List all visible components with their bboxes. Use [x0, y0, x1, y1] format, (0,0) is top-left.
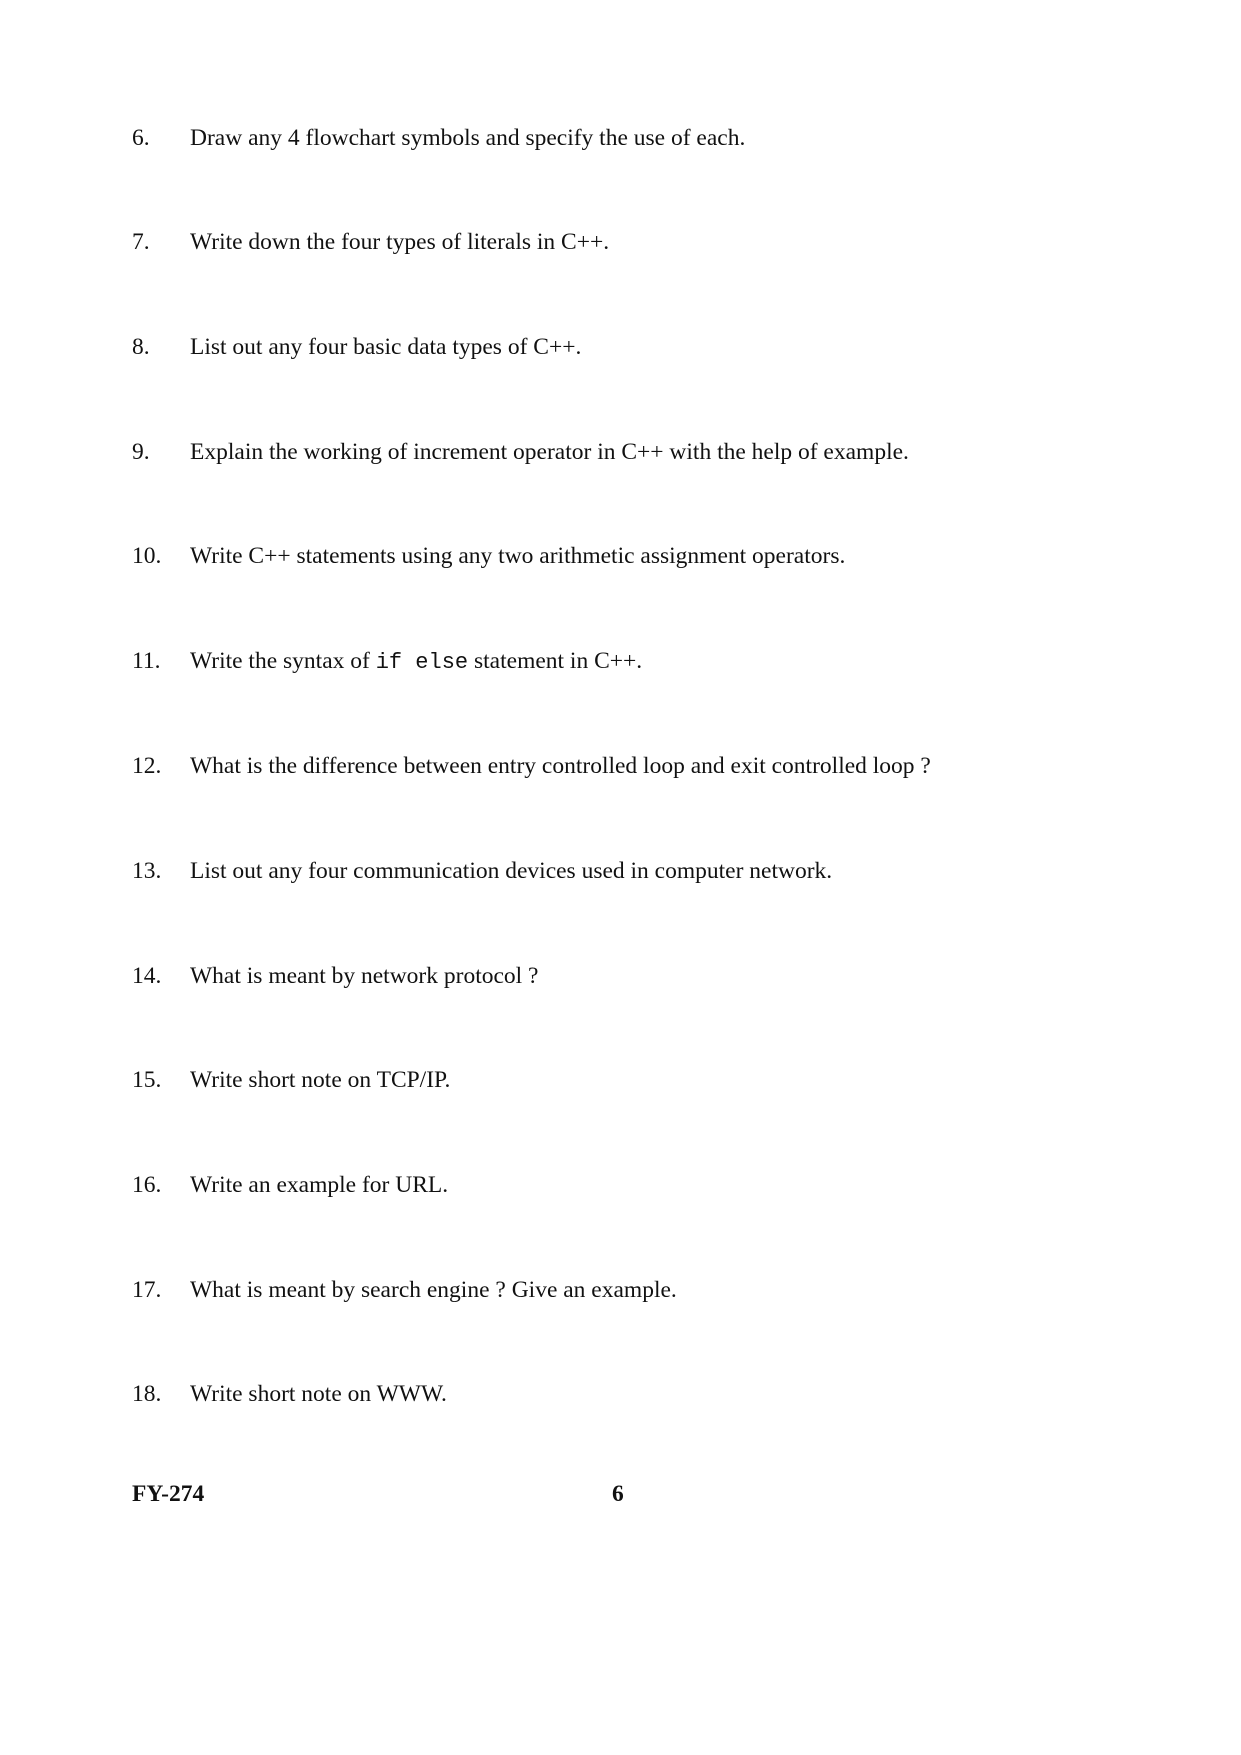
question-number: 11.	[132, 648, 161, 674]
question-text	[190, 646, 642, 678]
question-text: Write an example for URL.	[190, 1172, 449, 1198]
question-text: Write down the four types of literals in C++.	[190, 229, 610, 255]
question-number: 6.	[132, 125, 150, 151]
question-text: Write C++ statements using any two arithmetic assignment operators.	[190, 543, 846, 569]
page-number: 6	[612, 1481, 624, 1507]
question-text-after-code: statement in C++.	[468, 648, 643, 674]
paper-code: FY-274	[132, 1481, 205, 1507]
question-number: 17.	[132, 1277, 162, 1303]
inline-code: if else	[375, 650, 469, 675]
question-text: Write short note on WWW.	[190, 1381, 447, 1407]
question-text: What is the difference between entry controlled loop and exit controlled loop ?	[190, 753, 931, 779]
question-number: 10.	[132, 543, 162, 569]
question-number: 15.	[132, 1067, 162, 1093]
question-number: 16.	[132, 1172, 162, 1198]
question-number: 9.	[132, 439, 150, 465]
question-text-before-code: Write the syntax of	[190, 648, 376, 674]
question-text: Draw any 4 flowchart symbols and specify the use of each.	[190, 125, 746, 151]
question-text: List out any four communication devices used in computer network.	[190, 858, 833, 884]
question-text: Write short note on TCP/IP.	[190, 1067, 451, 1093]
question-text: List out any four basic data types of C++.	[190, 334, 582, 360]
question-number: 18.	[132, 1381, 162, 1407]
question-text: Explain the working of increment operator in C++ with the help of example.	[190, 439, 909, 465]
question-number: 7.	[132, 229, 150, 255]
question-number: 12.	[132, 753, 162, 779]
question-number: 8.	[132, 334, 150, 360]
question-text: What is meant by search engine ? Give an example.	[190, 1277, 677, 1303]
question-text: What is meant by network protocol ?	[190, 963, 539, 989]
question-number: 14.	[132, 963, 162, 989]
question-number: 13.	[132, 858, 162, 884]
